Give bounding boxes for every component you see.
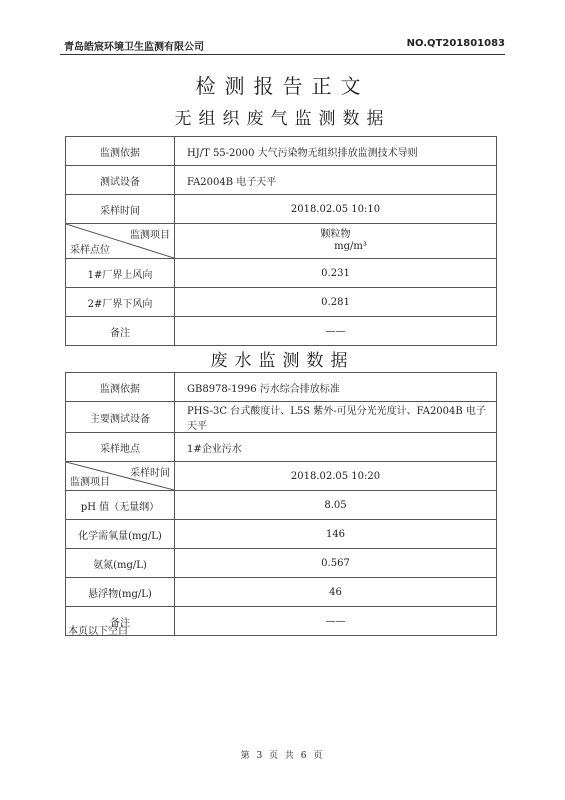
table-row: [66, 317, 497, 346]
time-value: 2018.02.05 10:10: [175, 195, 497, 224]
report-number: NO.QT201801083: [406, 38, 505, 49]
table-row: [66, 433, 497, 462]
table-row: [66, 166, 497, 195]
diagonal-header-cell: [66, 224, 175, 259]
page-header: [60, 38, 505, 54]
equipment-label: 主要测试设备: [66, 402, 175, 433]
point-value: 0.231: [175, 259, 497, 288]
table-row: [66, 195, 497, 224]
remark-label: 备注: [66, 607, 175, 636]
table-row: [66, 288, 497, 317]
item-header: [175, 224, 497, 259]
basis-value: GB8978-1996 污水综合排放标准: [175, 373, 497, 402]
diag-top-label: 采样时间: [130, 468, 170, 479]
item-label: 化学需氧量(mg/L): [66, 520, 175, 549]
header-divider: [60, 54, 505, 55]
table-row: [66, 491, 497, 520]
table-row: [66, 578, 497, 607]
table-row: [66, 520, 497, 549]
sample-time-value: 2018.02.05 10:20: [175, 462, 497, 491]
diag-top-label: 监测项目: [130, 230, 170, 241]
item-value: 0.567: [175, 549, 497, 578]
item-value: 46: [175, 578, 497, 607]
item-label: pH 值（无量纲）: [66, 491, 175, 520]
water-monitoring-table: [65, 372, 497, 636]
item-label: 悬浮物(mg/L): [66, 578, 175, 607]
equipment-value: PHS-3C 台式酸度计、L5S 紫外-可见分光光度计、FA2004B 电子天平: [175, 402, 497, 433]
diag-bottom-label: 监测项目: [70, 477, 110, 488]
table-row: [66, 607, 497, 636]
table-row: [66, 259, 497, 288]
company-name: 青岛皓宸环境卫生监测有限公司: [64, 42, 204, 53]
diag-bottom-label: 采样点位: [70, 245, 110, 256]
table-row: [66, 402, 497, 433]
blank-below-note: 本页以下空白: [68, 626, 128, 637]
time-label: 采样时间: [66, 195, 175, 224]
item-value: 146: [175, 520, 497, 549]
item-name: 颗粒物: [320, 229, 351, 240]
table-row: [66, 549, 497, 578]
gas-monitoring-table: [65, 136, 497, 346]
point-label: 2#厂界下风向: [66, 288, 175, 317]
table-row: [66, 137, 497, 166]
page-number: 第 3 页 共 6 页: [240, 751, 325, 761]
table-row: [66, 462, 497, 491]
remark-label: 备注: [66, 317, 175, 346]
point-label: 1#厂界上风向: [66, 259, 175, 288]
remark-value: ——: [175, 317, 497, 346]
site-value: 1#企业污水: [175, 433, 497, 462]
report-title: 检测报告正文: [195, 74, 370, 98]
table-row: [66, 224, 497, 259]
basis-label: 监测依据: [66, 373, 175, 402]
equipment-label: 测试设备: [66, 166, 175, 195]
item-unit: mg/m³: [334, 241, 367, 252]
basis-value: HJ/T 55-2000 大气污染物无组织排放监测技术导则: [175, 137, 497, 166]
water-section-title: 废水监测数据: [210, 351, 355, 371]
basis-label: 监测依据: [66, 137, 175, 166]
item-value: 8.05: [175, 491, 497, 520]
equipment-value: FA2004B 电子天平: [175, 166, 497, 195]
item-label: 氨氮(mg/L): [66, 549, 175, 578]
gas-section-title: 无组织废气监测数据: [174, 109, 391, 129]
site-label: 采样地点: [66, 433, 175, 462]
diagonal-header-cell: [66, 462, 175, 491]
table-row: [66, 373, 497, 402]
point-value: 0.281: [175, 288, 497, 317]
remark-value: ——: [175, 607, 497, 636]
